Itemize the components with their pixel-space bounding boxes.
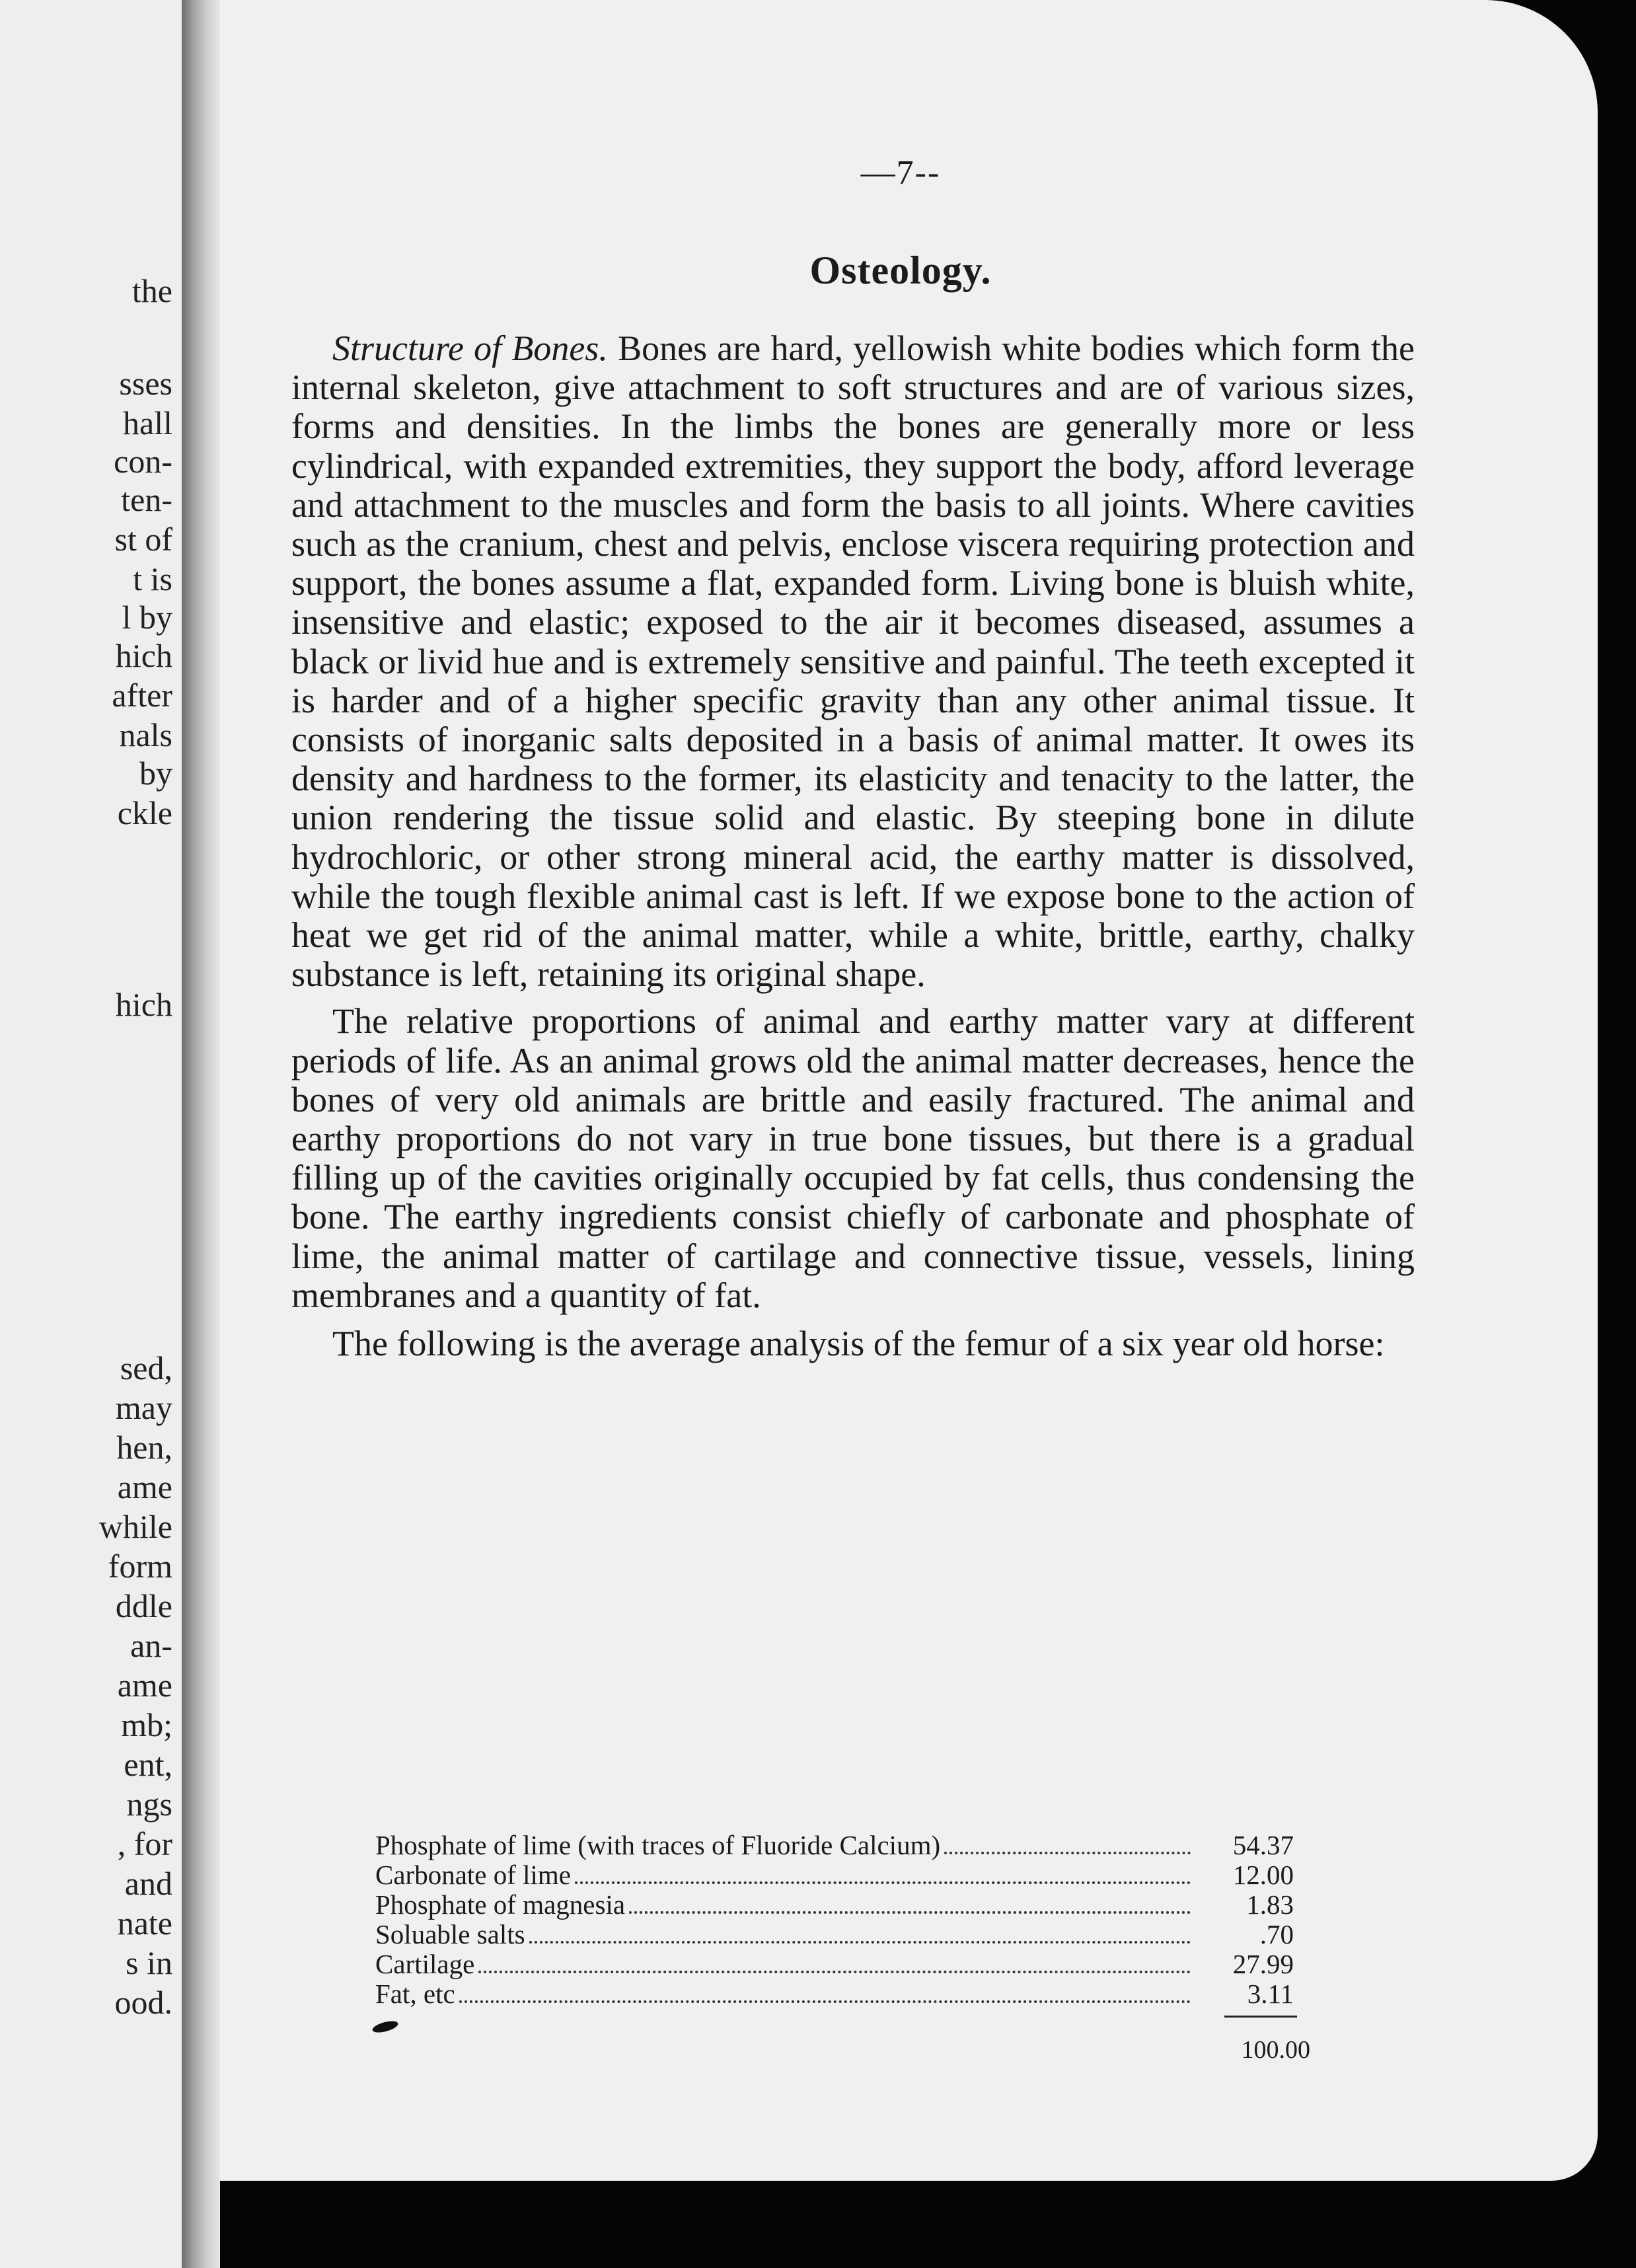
analysis-label: Soluable salts	[375, 1919, 525, 1949]
analysis-row	[375, 1979, 1294, 2009]
page-title: Osteology.	[809, 248, 992, 292]
body-text	[291, 329, 1415, 1371]
analysis-value: 12.00	[1232, 1860, 1294, 1890]
left-page-fragment: mb;	[121, 1706, 172, 1743]
analysis-value: 27.99	[1232, 1949, 1294, 1979]
left-page-fragment: by	[139, 755, 172, 792]
left-page-fragment: hen,	[116, 1429, 172, 1466]
left-page-fragment: t is	[133, 560, 172, 597]
book-page	[220, 0, 1598, 2181]
left-page-fragment: hich	[115, 986, 172, 1023]
book-gutter	[182, 0, 220, 2268]
analysis-value: .70	[1259, 1919, 1294, 1949]
dot-leader	[575, 1881, 1191, 1884]
left-page-fragment: while	[98, 1508, 172, 1545]
paragraph-analysis-intro: The following is the average analysis of the femur of a six year old horse:	[332, 1324, 1385, 1364]
left-page-fragment: con-	[114, 443, 172, 480]
left-page-fragment: ame	[117, 1667, 172, 1704]
left-page-fragment: nals	[119, 716, 172, 753]
dot-leader	[478, 1971, 1191, 1973]
left-page-fragment: ngs	[126, 1786, 172, 1823]
left-page-fragment: hich	[115, 637, 172, 674]
analysis-label: Phosphate of lime (with traces of Fluoride Calcium)	[375, 1830, 941, 1860]
dot-leader	[944, 1852, 1191, 1854]
left-page-fragment: ten-	[121, 481, 172, 518]
left-page-fragment: sed,	[120, 1349, 172, 1386]
analysis-label: Fat, etc	[375, 1979, 455, 2009]
ink-smudge	[371, 2019, 399, 2035]
paragraph-structure-of-bones	[291, 329, 1415, 994]
analysis-row	[375, 1920, 1294, 1949]
left-page-fragment: may	[115, 1389, 172, 1426]
dot-leader	[459, 2000, 1191, 2003]
dot-leader	[529, 1941, 1191, 1944]
analysis-value: 54.37	[1232, 1830, 1294, 1860]
left-page-fragment: ent,	[124, 1746, 172, 1783]
left-page-fragment: st of	[114, 521, 172, 558]
analysis-row	[375, 1890, 1294, 1920]
left-facing-page	[0, 0, 182, 2268]
analysis-total: 100.00	[1241, 2036, 1310, 2064]
analysis-value: 1.83	[1246, 1889, 1294, 1920]
left-page-fragment: s in	[126, 1944, 172, 1981]
analysis-label: Carbonate of lime	[375, 1860, 572, 1890]
analysis-table	[375, 1831, 1294, 2009]
left-page-fragment: and	[124, 1865, 172, 1902]
left-page-fragment: l by	[122, 599, 172, 636]
analysis-label: Cartilage	[375, 1949, 475, 1979]
page-number: —7--	[860, 154, 941, 192]
analysis-label: Phosphate of magnesia	[375, 1889, 626, 1920]
left-page-fragment: the	[131, 272, 172, 309]
left-page-fragment: , for	[117, 1825, 172, 1862]
analysis-row	[375, 1949, 1294, 1979]
left-page-fragment: ckle	[117, 794, 172, 831]
left-page-fragment: an-	[130, 1627, 172, 1664]
dot-leader	[629, 1911, 1191, 1914]
left-page-fragment: hall	[123, 404, 172, 441]
paragraph-relative-proportions: The relative proportions of animal and earthy matter vary at different periods of life. As an animal grows old the animal matter decreases, hence the bones of very old animals are brittle and easily fractured. The animal and earthy proportions do not vary in true bone tissues, but there is a gradual filling up of the cavities originally occupied by fat cells, thus condensing the bone. The earthy ingredients consist chiefly of carbonate and phosphate of lime, the animal matter of cartilage and connective tissue, vessels, lining membranes and a quantity of fat.	[291, 1001, 1415, 1315]
analysis-value: 3.11	[1247, 1979, 1294, 2009]
left-page-fragment: ddle	[115, 1587, 172, 1624]
analysis-row	[375, 1831, 1294, 1860]
left-page-fragment: ood.	[114, 1984, 172, 2021]
paragraph-lead: Structure of Bones.	[332, 328, 608, 368]
paragraph-text: Bones are hard, yellowish white bodies which form the internal skeleton, give attachment to soft structures and are of various sizes, forms and densities. In the limbs the bones are generally more or less cylindrical, with expanded extremities, they support the body, afford leverage and attachment to the muscles and form the basis to all joints. Where cavities such as the cranium, chest and pelvis, enclose viscera requiring protection and support, the bones assume a flat, expanded form. Living bone is bluish white, insensitive and elastic; exposed to the air it becomes diseased, assumes a black or livid hue and is extremely sensitive and painful. The teeth excepted it is harder and of a higher specific gravity than any other animal tissue. It consists of inorganic salts deposited in a basis of animal matter. It owes its density and hardness to the former, its elasticity and tenacity to the latter, the union rendering the tissue solid and elastic. By steeping bone in dilute hydrochloric, or other strong mineral acid, the earthy matter is dissolved, while the tough flexible animal cast is left. If we expose bone to the action of heat we get rid of the animal matter, while a white, brittle, earthy, chalky substance is left, retaining its original shape.	[291, 328, 1415, 995]
left-page-fragment: sses	[119, 365, 172, 402]
left-page-fragment: after	[112, 677, 172, 714]
left-page-fragment: form	[108, 1548, 172, 1585]
left-page-fragment: ame	[117, 1468, 172, 1505]
total-rule	[1224, 2016, 1297, 2018]
analysis-row	[375, 1860, 1294, 1890]
left-page-fragment: nate	[117, 1905, 172, 1942]
